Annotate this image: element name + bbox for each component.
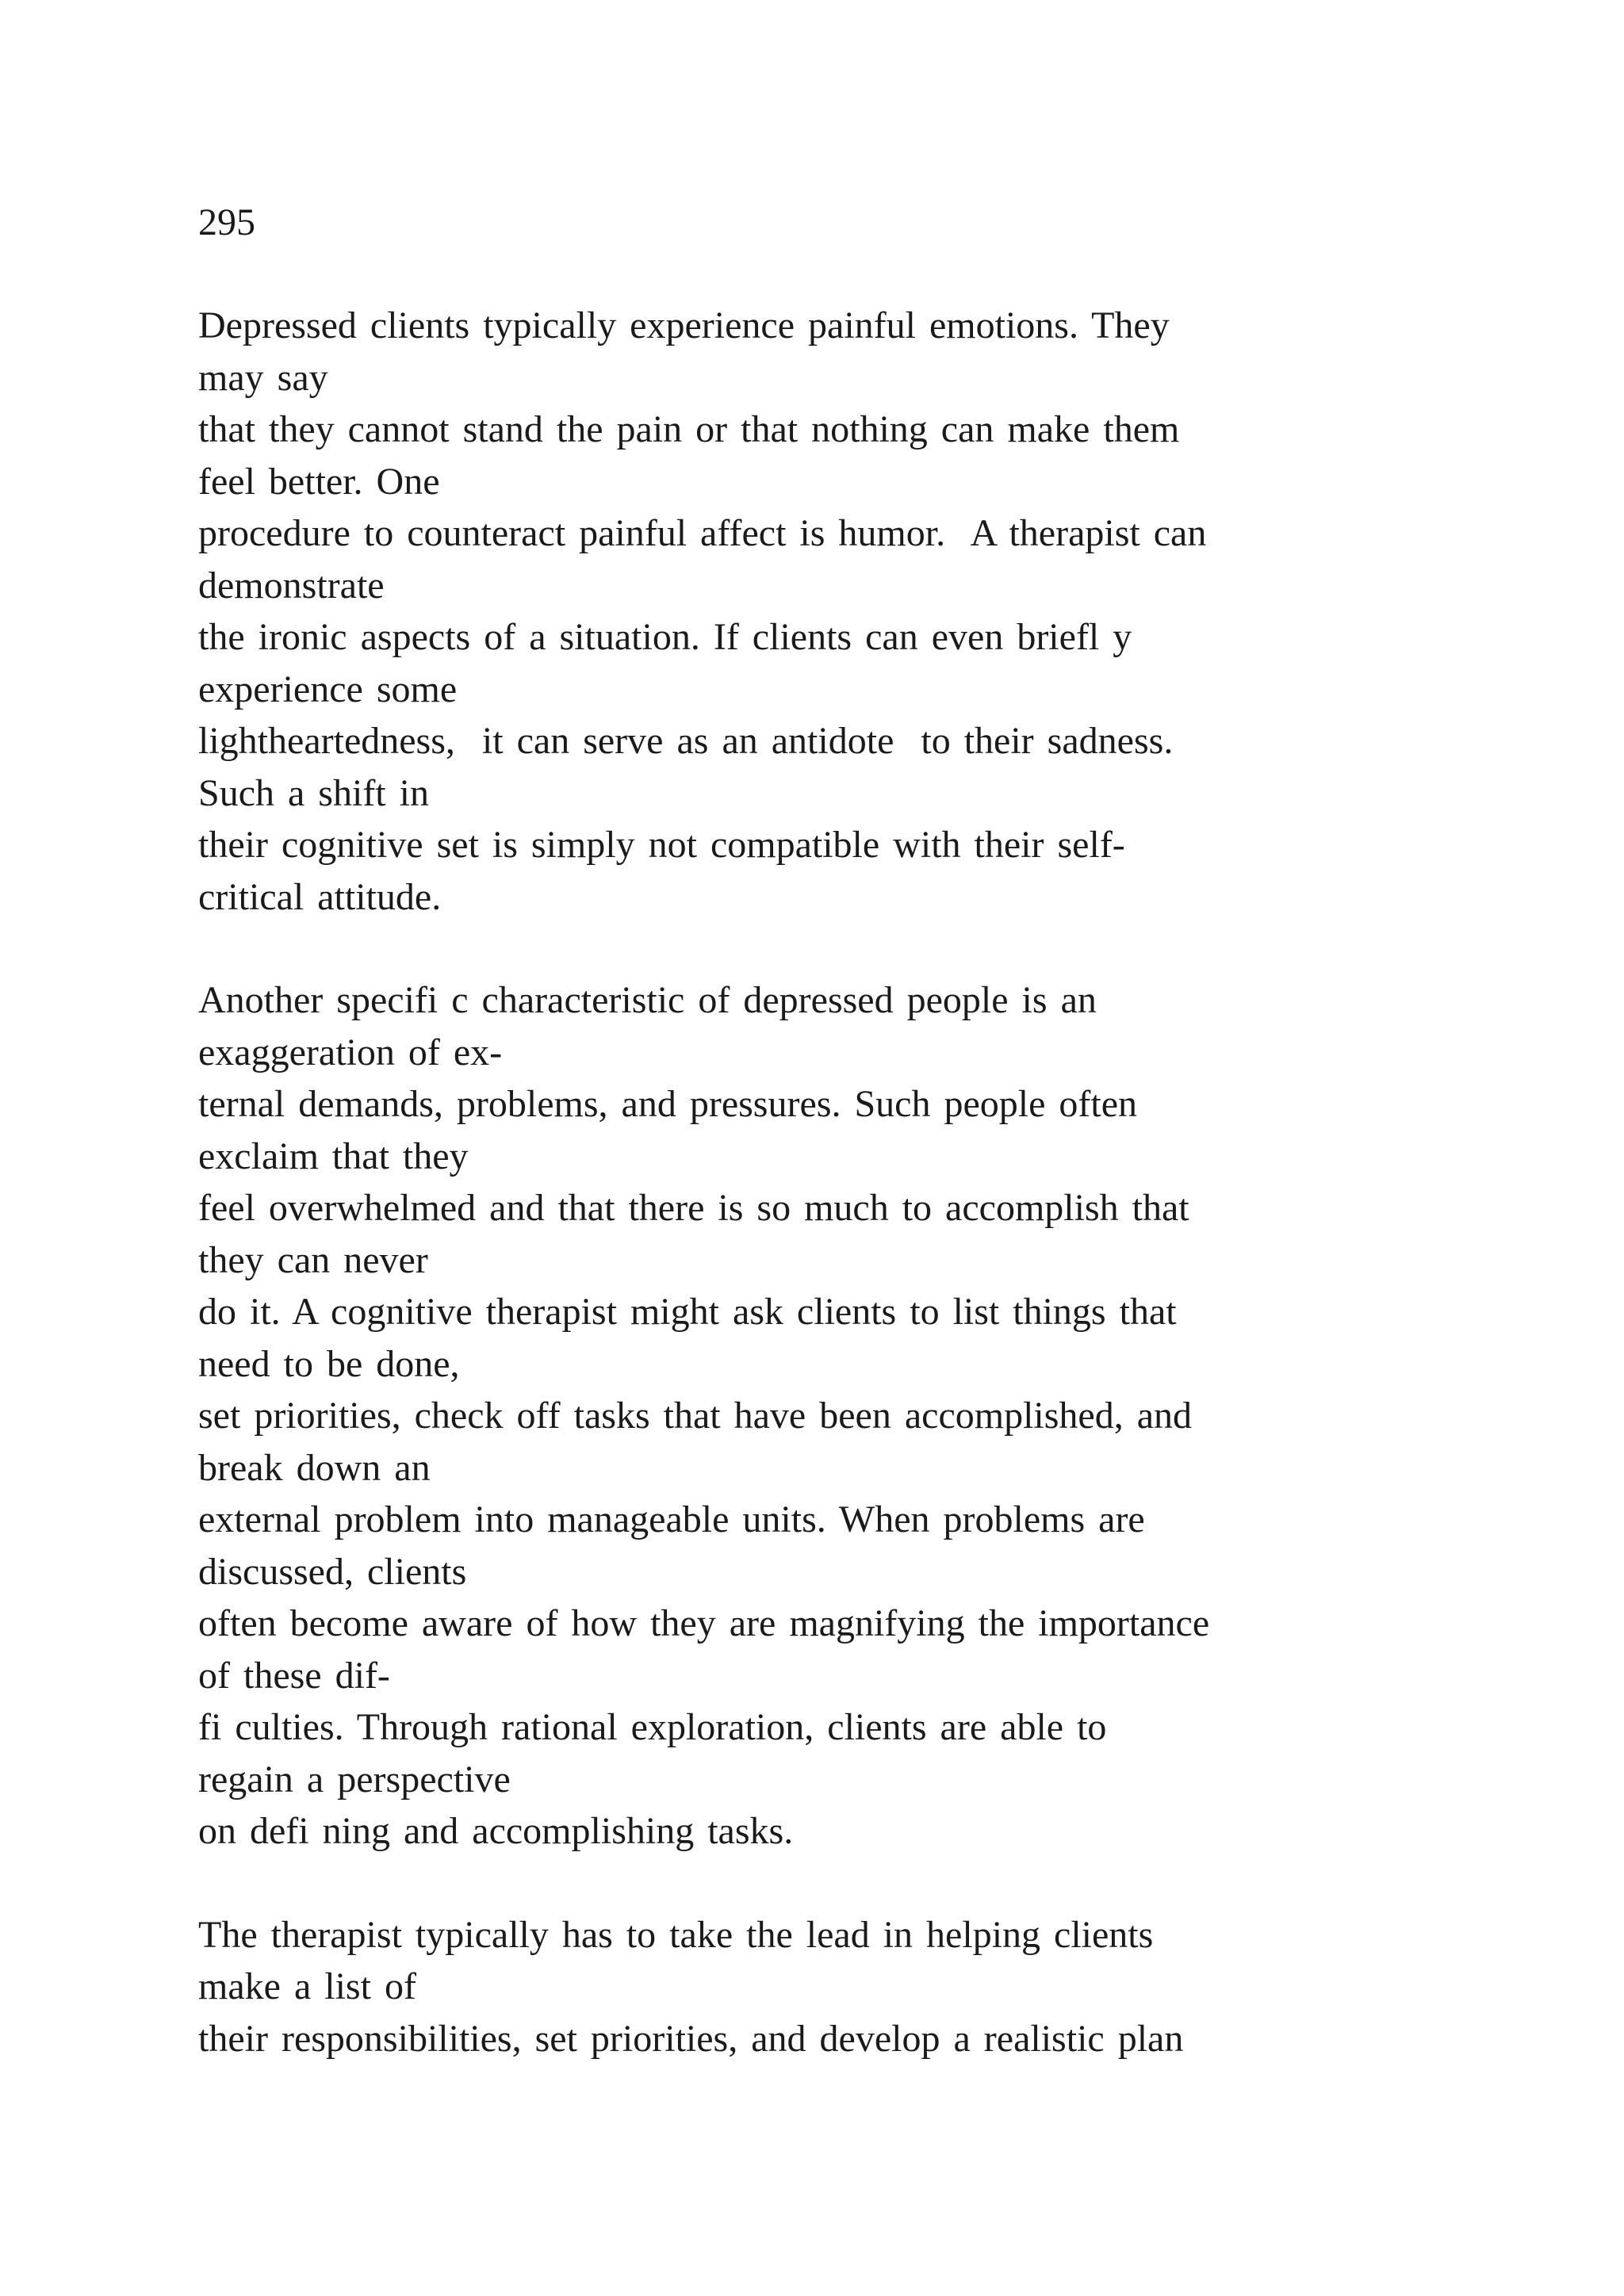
text-line: lightheartedness, it can serve as an antidote to their sadness.: [198, 720, 1174, 762]
text-line: set priorities, check off tasks that have been accomplished, and: [198, 1395, 1193, 1437]
text-line: demonstrate: [198, 564, 385, 607]
text-line: ternal demands, problems, and pressures. Such people often: [198, 1083, 1138, 1125]
text-line: they can never: [198, 1238, 428, 1281]
text-line: procedure to counteract painful affect is humor. A therapist can: [198, 512, 1207, 554]
text-line: feel overwhelmed and that there is so much to accomplish that: [198, 1187, 1189, 1229]
text-line: external problem into manageable units. When problems are: [198, 1498, 1145, 1540]
text-line: make a list of: [198, 1965, 416, 2007]
text-line: need to be done,: [198, 1342, 460, 1385]
text-line: break down an: [198, 1446, 431, 1489]
text-line: fi culties. Through rational exploration, clients are able to: [198, 1706, 1107, 1748]
text-line: do it. A cognitive therapist might ask clients to list things that: [198, 1291, 1177, 1333]
paragraph-1: [198, 300, 1499, 923]
text-line: their responsibilities, set priorities, and develop a realistic plan: [198, 2017, 1184, 2060]
text-line: of these dif-: [198, 1654, 390, 1697]
text-line: critical attitude.: [198, 875, 442, 918]
text-line: may say: [198, 356, 328, 399]
text-line: regain a perspective: [198, 1758, 511, 1800]
text-line: their cognitive set is simply not compatible with their self-: [198, 824, 1125, 866]
text-line: Such a shift in: [198, 771, 429, 814]
text-line: Another specifi c characteristic of depressed people is an: [198, 979, 1097, 1021]
text-line: the ironic aspects of a situation. If clients can even briefl y: [198, 616, 1132, 658]
body-text: [198, 300, 1499, 2116]
text-line: that they cannot stand the pain or that nothing can make them: [198, 408, 1180, 450]
text-line: often become aware of how they are magnifying the importance: [198, 1602, 1210, 1644]
paragraph-2: [198, 974, 1499, 1858]
page-number: 295: [198, 201, 255, 243]
text-line: The therapist typically has to take the lead in helping clients: [198, 1913, 1154, 1956]
text-line: feel better. One: [198, 460, 440, 503]
text-line: Depressed clients typically experience painful emotions. They: [198, 304, 1170, 346]
text-line: exaggeration of ex-: [198, 1031, 503, 1073]
text-line: discussed, clients: [198, 1550, 467, 1593]
text-line: exclaim that they: [198, 1135, 469, 1177]
text-line: experience some: [198, 668, 458, 710]
text-line: on defi ning and accomplishing tasks.: [198, 1810, 794, 1852]
paragraph-3: [198, 1909, 1499, 2065]
